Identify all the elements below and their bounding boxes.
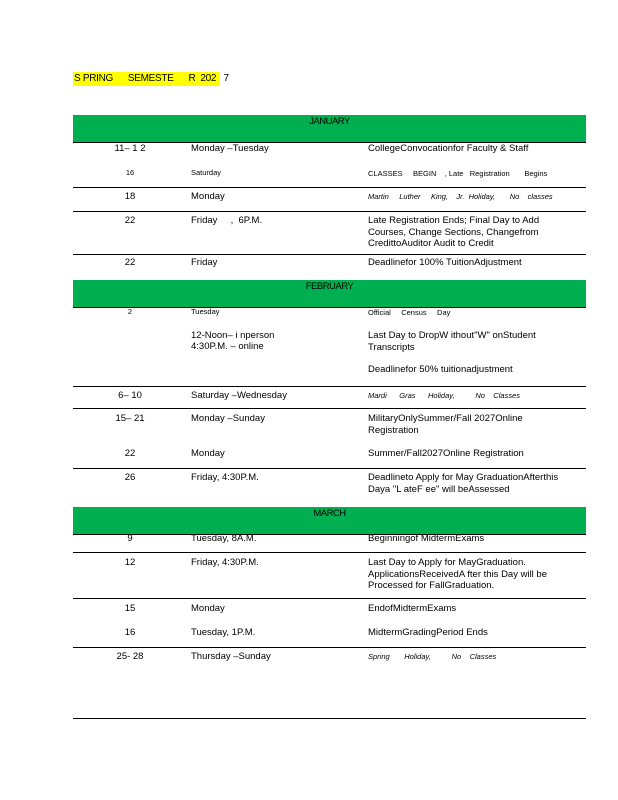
event-description: Spring Holiday, No Classes	[368, 652, 497, 661]
row-divider	[73, 187, 586, 188]
event-description: EndofMidtermExams	[368, 603, 457, 614]
event-date: 11– 1 2	[114, 143, 146, 154]
event-day: 12-Noon– i nperson	[191, 330, 275, 341]
event-description: Beginningof MidtermExams	[368, 533, 485, 544]
event-description: Official Census Day	[368, 308, 451, 317]
event-day: Monday	[191, 191, 225, 202]
row-divider	[73, 408, 586, 409]
event-description: Last Day to DropW ithout"W" onStudent Transcripts	[368, 330, 536, 353]
event-description: Mardi Gras Holiday, No Classes	[368, 391, 520, 400]
event-description: MilitaryOnlySummer/Fall 2027Online Registration	[368, 413, 523, 436]
event-day: Tuesday, 1P.M.	[191, 627, 256, 638]
event-day: Saturday –Wednesday	[191, 390, 287, 401]
event-description: Late Registration Ends; Final Day to Add Courses, Change Sections, Changefrom CredittoAuditor Audit to Credit	[368, 215, 540, 249]
event-day: Tuesday	[191, 307, 220, 316]
event-day: Friday, 4:30P.M.	[191, 472, 259, 483]
month-header-february: FEBRUARY	[73, 280, 586, 308]
event-date: 18	[124, 191, 136, 202]
row-divider	[73, 718, 586, 719]
event-description: Martin Luther King, Jr. Holiday, No classes	[368, 192, 553, 201]
event-date: 26	[124, 472, 136, 483]
event-date: 16	[125, 168, 135, 177]
event-day: Thursday –Sunday	[191, 651, 271, 662]
event-date: 22	[124, 257, 136, 268]
event-date: 15– 21	[115, 413, 145, 424]
row-divider	[73, 552, 586, 553]
event-date: 25- 28	[116, 651, 144, 662]
row-divider	[73, 386, 586, 387]
row-divider	[73, 598, 586, 599]
row-divider	[73, 254, 586, 255]
event-description: Deadlineto Apply for May GraduationAfterthis Daya "L ateF ee" will beAssessed	[368, 472, 559, 495]
event-date: 9	[127, 533, 133, 544]
event-day: Monday	[191, 448, 225, 459]
event-day: Friday	[191, 257, 218, 268]
month-header-january: JANUARY	[73, 115, 586, 143]
event-day: Friday, 4:30P.M.	[191, 557, 259, 568]
event-day: Saturday	[191, 168, 222, 177]
event-description: CLASSES BEGIN , Late Registration Begins	[368, 169, 548, 178]
row-divider	[73, 468, 586, 469]
event-date: 16	[124, 627, 136, 638]
month-header-march: MARCH	[73, 507, 586, 535]
event-description: CollegeConvocationfor Faculty & Staff	[368, 143, 529, 154]
event-day: Monday	[191, 603, 225, 614]
event-description: Deadlinefor 100% TuitionAdjustment	[368, 257, 522, 268]
event-day: 4:30P.M. – online	[191, 341, 264, 352]
event-day: Monday –Sunday	[191, 413, 265, 424]
event-date: 22	[124, 215, 136, 226]
semester-title: S PRING SEMESTE R 202 7	[74, 73, 229, 84]
event-day: Friday , 6P.M.	[191, 215, 263, 226]
event-date: 12	[124, 557, 136, 568]
row-divider	[73, 211, 586, 212]
event-date: 15	[124, 603, 136, 614]
event-description: Deadlinefor 50% tuitionadjustment	[368, 364, 513, 375]
event-date: 2	[127, 307, 133, 316]
event-description: Last Day to Apply for MayGraduation. ApplicationsReceivedA fter this Day will be Processed for FallGraduation.	[368, 557, 548, 591]
event-day: Monday –Tuesday	[191, 143, 269, 154]
event-description: Summer/Fall2027Online Registration	[368, 448, 524, 459]
event-date: 6– 10	[118, 390, 142, 401]
row-divider	[73, 647, 586, 648]
event-day: Tuesday, 8A.M.	[191, 533, 257, 544]
event-date: 22	[124, 448, 136, 459]
event-description: MidtermGradingPeriod Ends	[368, 627, 488, 638]
